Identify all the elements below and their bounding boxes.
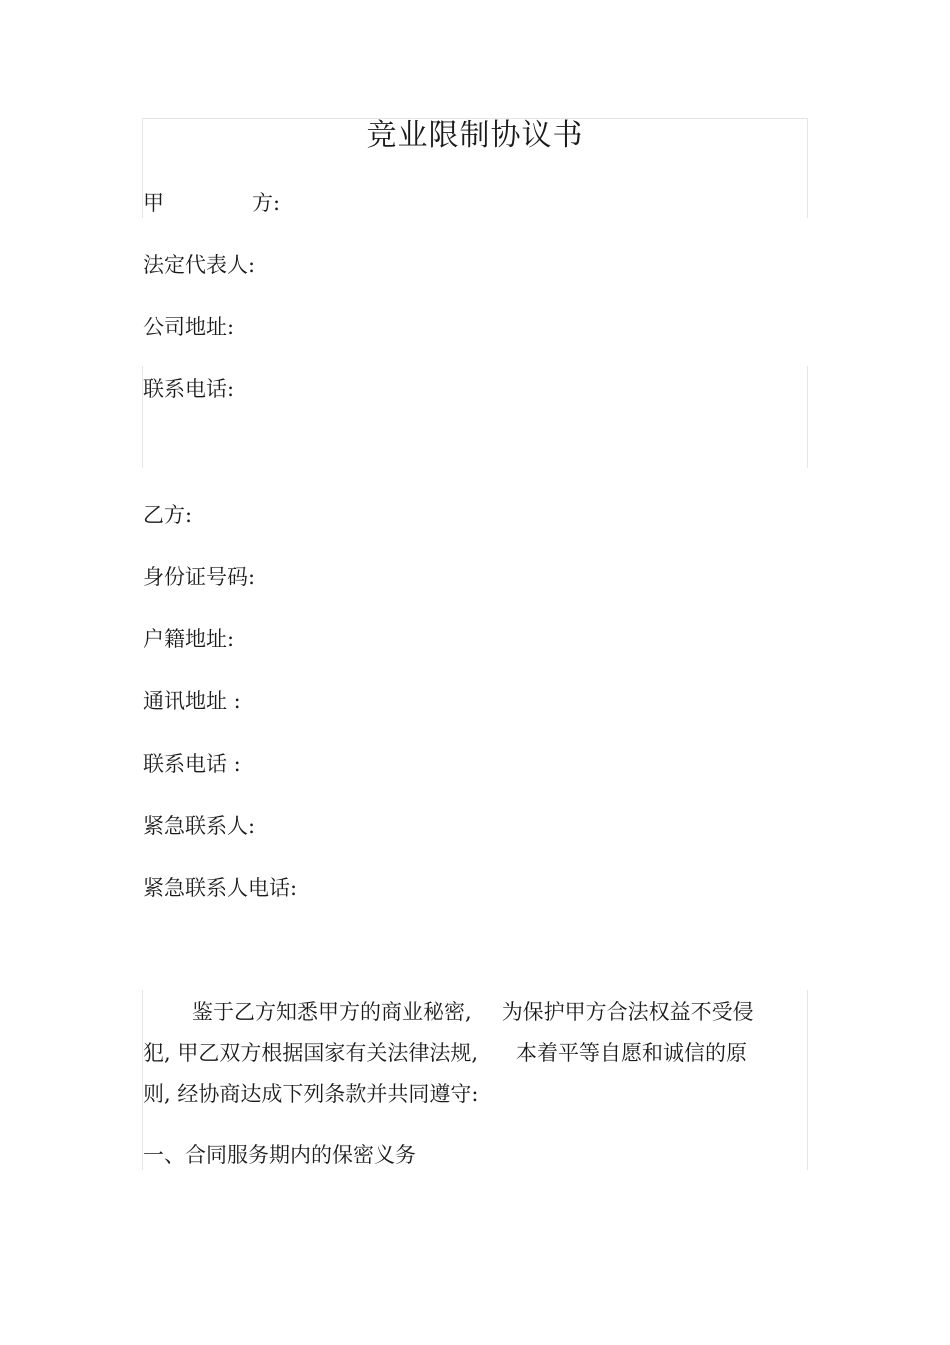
company-address-field: 公司地址: <box>143 315 235 339</box>
id-number-field: 身份证号码: <box>143 565 256 589</box>
party-a-label-second: 方: <box>252 191 281 215</box>
preamble-line-1a: 鉴于乙方知悉甲方的商业秘密, <box>192 1000 472 1024</box>
table-border-right-3 <box>807 990 808 1170</box>
party-b-label: 乙方: <box>143 503 193 527</box>
table-border-right-2 <box>807 366 808 468</box>
legal-representative-field: 法定代表人: <box>143 253 256 277</box>
household-address-field: 户籍地址: <box>143 627 235 651</box>
preamble-line-2a: 犯, 甲乙双方根据国家有关法律法规, <box>143 1041 479 1065</box>
party-a-label <box>143 188 280 218</box>
preamble-line-2 <box>143 1033 793 1074</box>
preamble-line-1 <box>143 992 793 1033</box>
emergency-phone-field: 紧急联系人电话: <box>143 876 298 900</box>
preamble-line-2b: 本着平等自愿和诚信的原 <box>516 1041 748 1065</box>
preamble-paragraph <box>143 992 793 1115</box>
preamble-line-3: 则, 经协商达成下列条款并共同遵守: <box>143 1082 479 1106</box>
document-title: 竞业限制协议书 <box>366 118 584 153</box>
preamble-line-1b: 为保护甲方合法权益不受侵 <box>501 1000 754 1024</box>
emergency-contact-field: 紧急联系人: <box>143 814 256 838</box>
party-b-phone-field: 联系电话 : <box>143 752 241 776</box>
section-1-heading: 一、合同服务期内的保密义务 <box>143 1143 416 1167</box>
party-a-phone-field: 联系电话: <box>143 377 235 401</box>
mailing-address-field: 通讯地址 : <box>143 689 241 713</box>
party-a-label-first: 甲 <box>143 191 164 215</box>
